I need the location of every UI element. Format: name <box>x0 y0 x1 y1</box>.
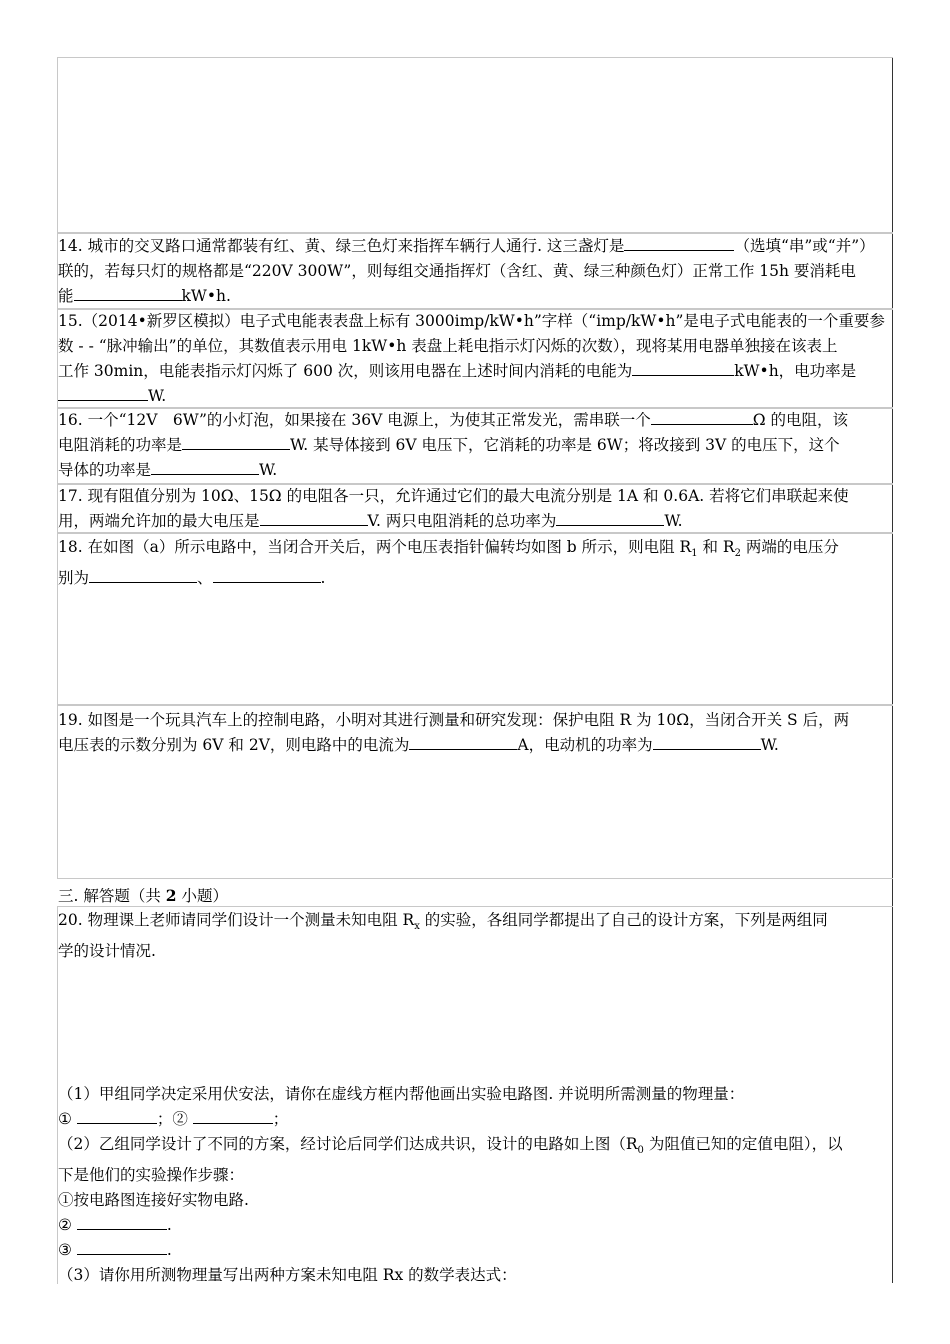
section-count: 2 <box>165 886 177 905</box>
question-20-parts <box>58 1082 892 1288</box>
q20-text-1a: 20. 物理课上老师请同学们设计一个测量未知电阻 R <box>58 911 415 929</box>
q14-text-3b: kW•h. <box>181 287 231 305</box>
q18-text-2b: 、 <box>197 569 213 588</box>
q20-sub-0: 0 <box>637 1145 644 1157</box>
question-14 <box>58 234 892 309</box>
q20-part1-text: （1）甲组同学决定采用伏安法，请你在虚线方框内帮他画出实验电路图. 并说明所需测量的物理量： <box>58 1085 745 1103</box>
q20-step-1: ①按电路图连接好实物电路. <box>58 1191 249 1210</box>
question-15 <box>58 309 892 409</box>
q15-text-3a: 工作 30min，电能表指示灯闪烁了 600 次，则该用电器在上述时间内消耗的电能为 <box>58 362 633 380</box>
q20-sub-x: x <box>414 921 420 933</box>
q18-text-1a: 18. 在如图（a）所示电路中，当闭合开关后，两个电压表指针偏转均如图 b 所示，则电阻 R <box>58 538 692 556</box>
q20-blank-2[interactable] <box>193 1108 273 1124</box>
figure-area-top <box>57 57 893 233</box>
q15-text-4: W. <box>148 387 167 405</box>
q18-text-2c: . <box>320 569 326 588</box>
q19-text-1: 19. 如图是一个玩具汽车上的控制电路，小明对其进行测量和研究发现：保护电阻 R 为 10Ω，当闭合开关 S 后，两 <box>58 711 850 729</box>
q16-blank-1[interactable] <box>651 409 753 425</box>
q18-text-1c: 两端的电压分 <box>740 538 839 556</box>
question-20 <box>58 908 892 964</box>
q20-part2-text-b: 为阻值已知的定值电阻），以 <box>643 1135 843 1153</box>
q17-blank-1[interactable] <box>260 510 368 526</box>
q20-blank-4[interactable] <box>77 1239 167 1255</box>
q20-semicolon: ； <box>272 1110 289 1128</box>
q19-text-2c: W. <box>760 736 779 754</box>
question-18 <box>58 535 892 591</box>
q16-text-1a: 16. 一个“12V 6W”的小灯泡，如果接在 36V 电源上，为使其正常发光，需串联一个 <box>58 411 651 429</box>
q16-blank-2[interactable] <box>182 434 290 450</box>
q15-blank-1[interactable] <box>632 360 734 376</box>
q20-step-3-label: ③ <box>58 1241 72 1260</box>
q16-text-2a: 电阻消耗的功率是 <box>58 436 183 454</box>
q20-blank-3[interactable] <box>77 1214 167 1230</box>
q14-text-1b: （选填“串”或“并”） <box>734 237 875 255</box>
q20-circle-2: ；② <box>156 1110 188 1128</box>
q20-text-1b: 的实验，各组同学都提出了自己的设计方案，下列是两组同 <box>419 911 828 929</box>
q16-text-1b: Ω 的电阻，该 <box>752 411 848 429</box>
question-19 <box>58 708 892 758</box>
q17-text-2a: 用，两端允许加的最大电压是 <box>58 512 260 530</box>
q14-text-2: 联的，若每只灯的规格都是“220V 300W”，则每组交通指挥灯（含红、黄、绿三种颜色灯）正常工作 15h 要消耗电 <box>58 262 856 280</box>
q16-blank-3[interactable] <box>151 459 259 475</box>
q20-part2-text-a: （2）乙组同学设计了不同的方案，经讨论后同学们达成共识，设计的电路如上图（R <box>58 1135 638 1153</box>
q20-step-2-label: ② <box>58 1216 72 1235</box>
q18-text-2a: 别为 <box>58 569 90 588</box>
q19-text-2a: 电压表的示数分别为 6V 和 2V，则电路中的电流为 <box>58 736 410 754</box>
q16-text-3b: W. <box>259 461 278 479</box>
q18-blank-2[interactable] <box>213 567 321 583</box>
q14-blank-1[interactable] <box>624 235 734 251</box>
q19-blank-1[interactable] <box>409 734 517 750</box>
q20-step-3-end: . <box>166 1241 172 1260</box>
q20-part2-text-c: 下是他们的实验操作步骤： <box>58 1166 245 1185</box>
q14-text-3a: 能 <box>58 287 74 305</box>
q18-sub-1: 1 <box>691 548 698 560</box>
q14-text-1: 14. 城市的交叉路口通常都装有红、黄、绿三色灯来指挥车辆行人通行. 这三盏灯是 <box>58 237 625 255</box>
q17-text-2c: W. <box>664 512 683 530</box>
q18-text-1b: 和 R <box>697 538 735 556</box>
section-suffix: 小题） <box>176 887 229 905</box>
q16-text-3a: 导体的功率是 <box>58 461 152 479</box>
q20-step-2-end: . <box>166 1216 172 1235</box>
section-prefix: 三. 解答题（共 <box>58 887 166 905</box>
q19-blank-2[interactable] <box>653 734 761 750</box>
q20-blank-1[interactable] <box>77 1108 157 1124</box>
q17-blank-2[interactable] <box>556 510 664 526</box>
q20-part3-text: （3）请你用所测物理量写出两种方案未知电阻 Rx 的数学表达式： <box>58 1266 517 1285</box>
q15-text-1: 15.（2014•新罗区模拟）电子式电能表表盘上标有 3000imp/kW•h”字样（“imp/kW•h”是电子式电能表的一个重要参 <box>58 312 885 330</box>
q15-text-3b: kW•h，电功率是 <box>734 362 857 380</box>
q14-blank-2[interactable] <box>74 285 182 301</box>
q17-text-1: 17. 现有阻值分别为 10Ω、15Ω 的电阻各一只，允许通过它们的最大电流分别是 1A 和 0.6A. 若将它们串联起来使 <box>58 487 849 505</box>
q16-text-2b: W. 某导体接到 6V 电压下，它消耗的功率是 6W；将改接到 3V 的电压下，这个 <box>290 436 840 454</box>
q18-blank-1[interactable] <box>89 567 197 583</box>
q15-blank-2[interactable] <box>58 385 148 401</box>
q17-text-2b: V. 两只电阻消耗的总功率为 <box>367 512 557 530</box>
q20-circle-1: ① <box>58 1110 72 1128</box>
section-heading <box>58 884 228 906</box>
question-16 <box>58 408 892 483</box>
q15-text-2: 数 - - “脉冲输出”的单位，其数值表示用电 1kW•h 表盘上耗电指示灯闪烁的次数），现将某用电器单独接在该表上 <box>58 337 838 355</box>
q18-sub-2: 2 <box>734 548 741 560</box>
q20-text-2: 学的设计情况. <box>58 942 156 961</box>
question-17 <box>58 484 892 534</box>
q19-text-2b: A，电动机的功率为 <box>517 736 653 754</box>
